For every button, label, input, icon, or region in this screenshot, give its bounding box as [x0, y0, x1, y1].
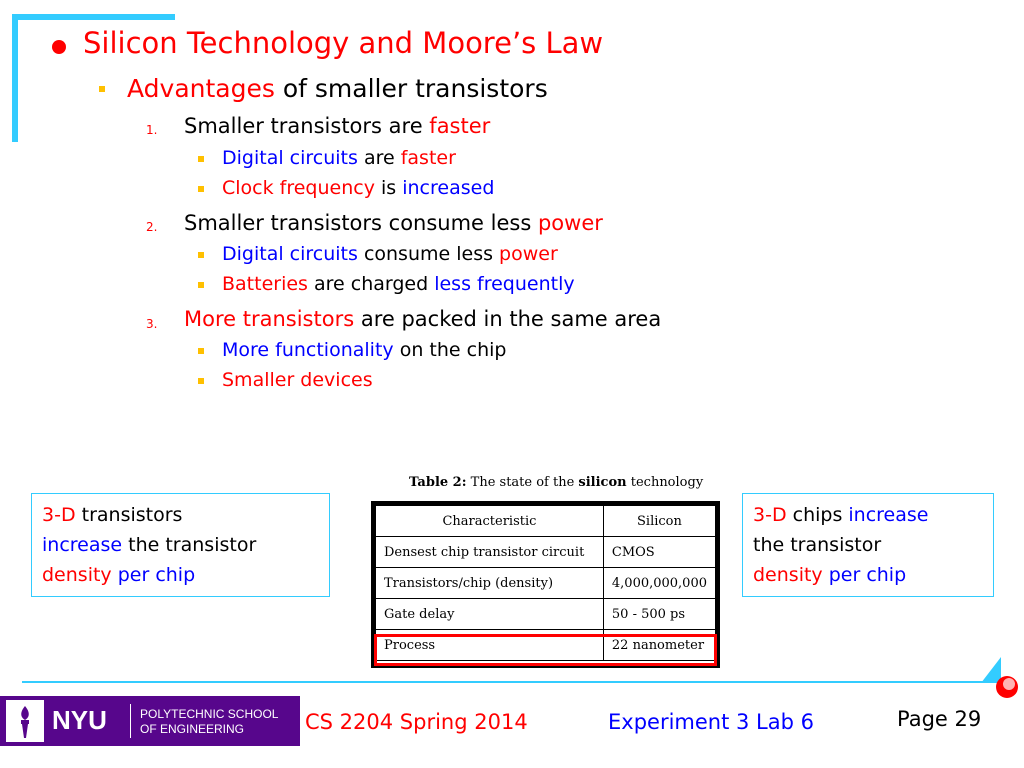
- item-2-sub-1-bullet-icon: [198, 252, 204, 258]
- item-1-text: Smaller transistors are faster: [184, 114, 491, 138]
- footer-course: CS 2204 Spring 2014: [305, 710, 528, 734]
- corner-arrow-icon: [979, 655, 1019, 700]
- item-1-sub-1: Digital circuits are faster: [222, 147, 456, 169]
- slide-title: Silicon Technology and Moore’s Law: [83, 26, 604, 60]
- torch-icon: [6, 700, 44, 742]
- item-3-sub-1: More functionality on the chip: [222, 339, 507, 361]
- table-header-cell: Silicon: [603, 506, 715, 537]
- item-1-sub-2-bullet-icon: [198, 186, 204, 192]
- footer-page-number: Page 29: [897, 707, 982, 731]
- process-row-highlight: [374, 634, 717, 666]
- corner-decoration: [0, 0, 175, 142]
- right-callout-box: 3-D chips increase the transistor density per chip: [742, 493, 994, 597]
- item-3-sub-1-bullet-icon: [198, 348, 204, 354]
- subtitle-rest: of smaller transistors: [274, 74, 548, 103]
- table-row: [376, 599, 716, 630]
- item-3-text: More transistors are packed in the same area: [184, 307, 662, 331]
- item-3-sub-2: Smaller devices: [222, 369, 373, 391]
- table-header-row: [376, 506, 716, 537]
- footer-experiment: Experiment 3 Lab 6: [608, 710, 814, 734]
- table-cell: Gate delay: [376, 599, 604, 630]
- subtitle: [127, 74, 548, 103]
- item-2-sub-2: Batteries are charged less frequently: [222, 273, 575, 295]
- school-name-line1: POLYTECHNIC SCHOOL: [140, 707, 279, 721]
- item-1-sub-1-bullet-icon: [198, 156, 204, 162]
- table-cell: Transistors/chip (density): [376, 568, 604, 599]
- item-2-sub-1: Digital circuits consume less power: [222, 243, 558, 265]
- table-row: [376, 568, 716, 599]
- table-cell: Process: [376, 630, 604, 661]
- table-caption: Table 2: The state of the silicon technology: [409, 475, 704, 490]
- logo-separator: [130, 704, 131, 738]
- school-name-line2: OF ENGINEERING: [140, 722, 245, 736]
- table-row: [376, 537, 716, 568]
- left-callout-box: 3-D transistors increase the transistor density per chip: [31, 493, 330, 597]
- nyu-logo-text: NYU: [52, 705, 107, 735]
- title-bullet-icon: [52, 40, 66, 54]
- subtitle-bullet-icon: [99, 86, 105, 92]
- item-1-sub-2: Clock frequency is increased: [222, 177, 495, 199]
- item-3-number: 3.: [146, 317, 158, 331]
- nyu-logo: [0, 696, 300, 746]
- item-3-sub-2-bullet-icon: [198, 378, 204, 384]
- table-cell: 50 - 500 ps: [603, 599, 715, 630]
- item-2-text: Smaller transistors consume less power: [184, 211, 603, 235]
- table-cell: 22 nanometer: [603, 630, 715, 661]
- table-header-cell: Characteristic: [376, 506, 604, 537]
- item-2-sub-2-bullet-icon: [198, 282, 204, 288]
- footer-divider: [22, 681, 1012, 683]
- table-cell: CMOS: [603, 537, 715, 568]
- item-1-number: 1.: [146, 123, 158, 137]
- item-2-number: 2.: [146, 220, 158, 234]
- table-cell: Densest chip transistor circuit: [376, 537, 604, 568]
- table-cell: 4,000,000,000: [603, 568, 715, 599]
- subtitle-red: Advantages: [127, 74, 275, 103]
- table-frame: [371, 501, 720, 668]
